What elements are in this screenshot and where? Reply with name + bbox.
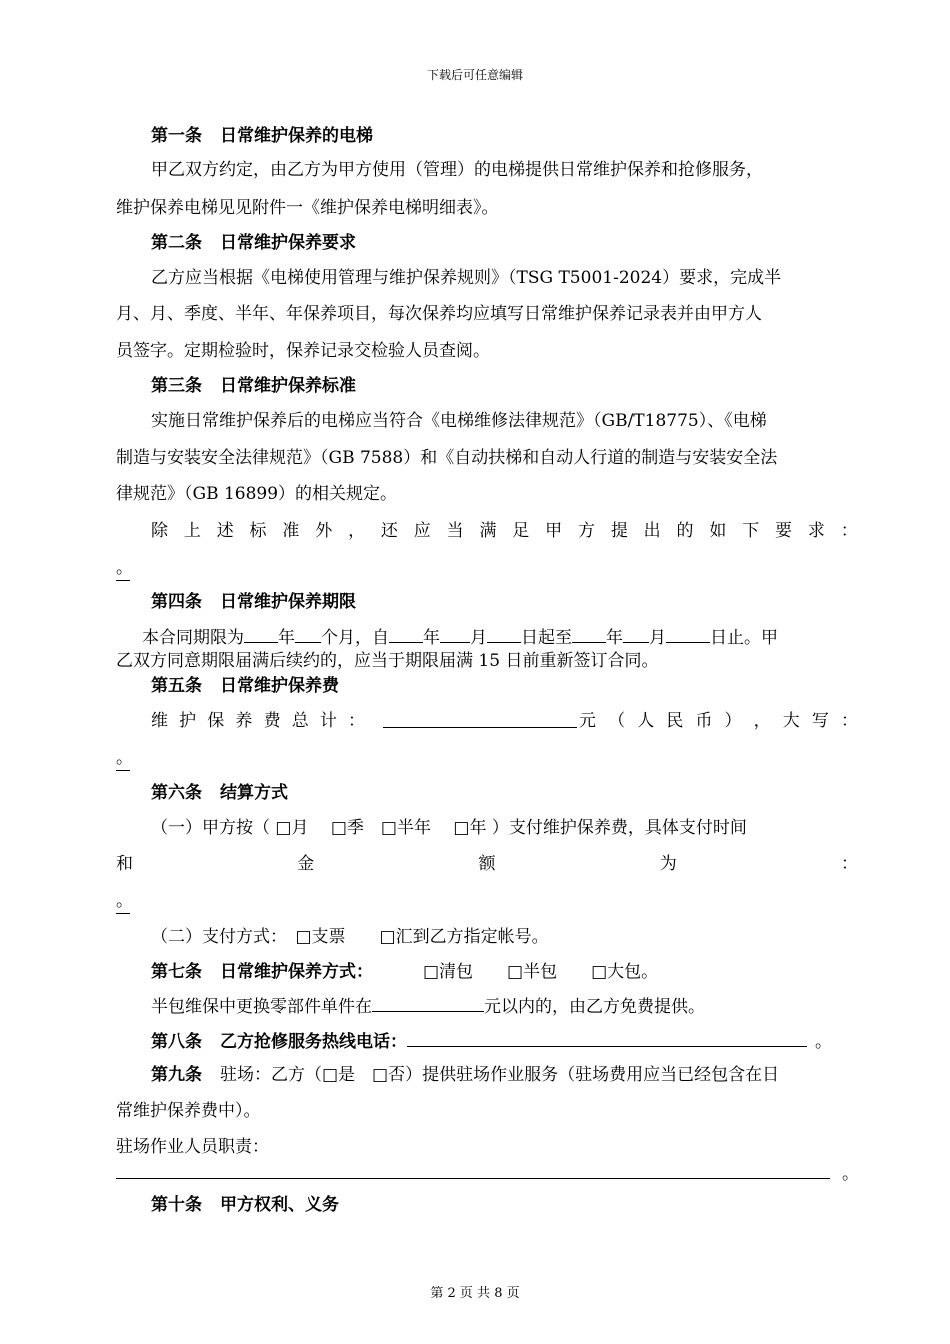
article-3-heading [151, 374, 858, 398]
article-number: 第十条 [151, 1195, 202, 1215]
article-8-heading: 第八条 乙方抢修服务热线电话： 。 [151, 1028, 858, 1054]
blank-field[interactable] [244, 624, 278, 643]
blank-field[interactable] [295, 624, 321, 643]
resident-service-text: 驻场：乙方（□是 □否）提供驻场作业服务（驻场费用应当已经包含在日 [220, 1065, 780, 1085]
duties-line: 。 [116, 1160, 858, 1186]
fee-amount-field[interactable] [383, 709, 577, 728]
payment-period-line: （一）甲方按（ □月 □季 □半年 □年 ）支付维护保养费，具体支付时间 [151, 818, 747, 838]
paragraph-line: 律规范》（GB 16899）的相关规定。 [116, 484, 398, 504]
article-title: 结算方式 [220, 783, 288, 803]
half-package-line: 半包维保中更换零部件单件在 元以内的，由乙方免费提供。 [151, 993, 858, 1019]
article-title: 日常维护保养费 [220, 676, 339, 696]
paragraph-line: 月、月、季度、半年、年保养项目，每次保养均应填写日常维护保养记录表并由甲方人 [116, 304, 762, 324]
article-number: 第七条 [151, 962, 202, 982]
article-number: 第三条 [151, 376, 202, 396]
blank-field[interactable] [440, 624, 470, 643]
paragraph-line: 制造与安装安全法律规范》（GB 7588）和《自动扶梯和自动人行道的制造与安装安全法 [116, 448, 778, 468]
paragraph-line: 乙方应当根据《电梯使用管理与维护保养规则》（TSG T5001-2024）要求，完成半 [151, 268, 782, 288]
maintenance-options[interactable]: □清包 □半包 □大包。 [423, 962, 659, 982]
article-number: 第二条 [151, 233, 202, 253]
amount-field[interactable] [372, 993, 484, 1012]
fee-line: 维 护 保 养 费 总 计 ： 元 （ 人 民 币 ） ， 大 写 ： [151, 711, 858, 731]
paragraph-line: 员签字。定期检验时，保养记录交检验人员查阅。 [116, 341, 490, 361]
term-line: 本合同期限为 年 个月，自 年 月 日起至 年 月 日止。甲 [142, 624, 858, 650]
article-number: 第五条 [151, 676, 202, 696]
article-title: 日常维护保养方式： [220, 962, 373, 982]
duties-label: 驻场作业人员职责： [116, 1137, 269, 1157]
payment-amount-line: 和 金 额 为 ： [116, 854, 858, 874]
page-footer: 第 2 页 共 8 页 [430, 1286, 520, 1301]
article-1-heading [151, 124, 858, 148]
page-header: 下载后可任意编辑 [426, 68, 523, 82]
paragraph-line: 维护保养电梯见见附件一《维护保养电梯明细表》。 [116, 198, 499, 218]
article-number: 第九条 [151, 1065, 202, 1085]
blank-field[interactable] [666, 624, 710, 643]
paragraph-line: 甲乙双方约定，由乙方为甲方使用（管理）的电梯提供日常维护保养和抢修服务， [151, 160, 763, 180]
article-9-heading [151, 1063, 858, 1087]
article-number: 第四条 [151, 592, 202, 612]
paragraph-line: 乙双方同意期限届满后续约的，应当于期限届满 15 日前重新签订合同。 [116, 651, 659, 671]
article-number: 第六条 [151, 783, 202, 803]
paragraph-line: 常维护保养费中）。 [116, 1101, 261, 1121]
article-title: 甲方权利、义务 [220, 1195, 339, 1215]
payment-method-line: （二）支付方式： □支票 □汇到乙方指定帐号。 [151, 927, 549, 947]
blank-end: 。 [116, 746, 858, 771]
article-title: 乙方抢修服务热线电话： [220, 1032, 407, 1052]
article-title: 日常维护保养标准 [220, 376, 356, 396]
article-2-heading [151, 231, 858, 255]
article-6-heading [151, 781, 858, 805]
duties-field[interactable] [116, 1160, 830, 1179]
blank-field[interactable] [623, 624, 649, 643]
article-5-heading [151, 674, 858, 698]
blank-end: 。 [116, 556, 858, 581]
article-title: 日常维护保养的电梯 [220, 126, 373, 146]
article-title: 日常维护保养要求 [220, 233, 356, 253]
article-number: 第八条 [151, 1032, 202, 1052]
blank-end: 。 [116, 889, 858, 914]
blank-field[interactable] [389, 624, 423, 643]
blank-field[interactable] [572, 624, 606, 643]
article-title: 日常维护保养期限 [220, 592, 356, 612]
hotline-field[interactable] [407, 1028, 807, 1047]
article-number: 第一条 [151, 126, 202, 146]
article-10-heading [151, 1193, 858, 1217]
article-7-heading [151, 960, 858, 984]
requirement-line: 除 上 述 标 准 外 ， 还 应 当 满 足 甲 方 提 出 的 如 下 要 求 ： [151, 521, 858, 541]
article-4-heading [151, 590, 858, 614]
blank-field[interactable] [487, 624, 521, 643]
paragraph-line: 实施日常维护保养后的电梯应当符合《电梯维修法律规范》（GB/T18775）、《电梯 [151, 411, 767, 431]
